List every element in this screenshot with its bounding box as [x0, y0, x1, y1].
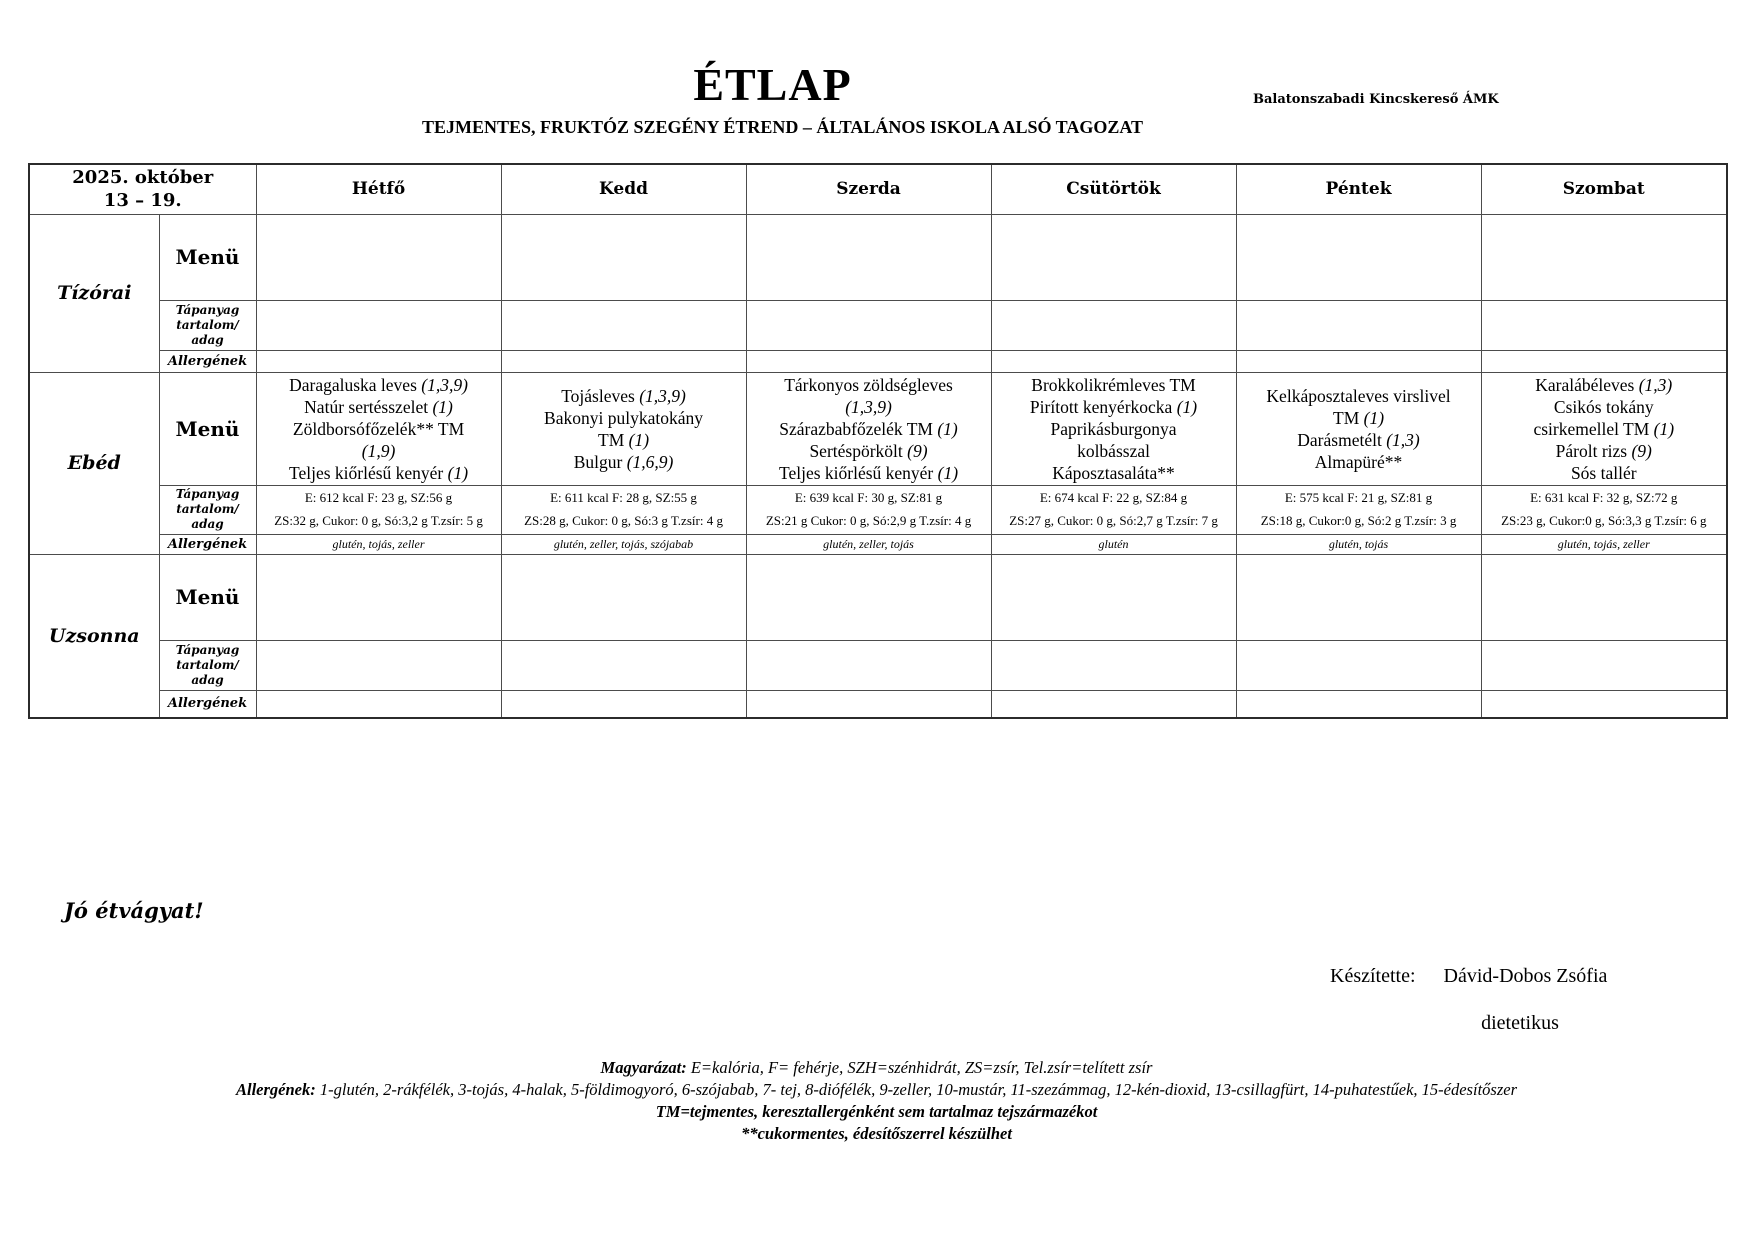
tizorai-nutrition-thursday	[991, 300, 1236, 350]
ebed-menu-wednesday: Tárkonyos zöldségleves (1,3,9) Szárazbabfőzelék TM (1) Sertéspörkölt (9) Teljes kiőrlésű kenyér (1)	[746, 372, 991, 485]
day-header-saturday: Szombat	[1481, 164, 1727, 214]
ebed-allergens-saturday: glutén, tojás, zeller	[1481, 534, 1727, 554]
ebed-allergens-tuesday: glutén, zeller, tojás, szójabab	[501, 534, 746, 554]
organization-name: Balatonszabadi Kincskereső ÁMK	[1253, 92, 1499, 107]
tizorai-nutrition-wednesday	[746, 300, 991, 350]
ebed-allergens-wednesday: glutén, zeller, tojás	[746, 534, 991, 554]
prepared-by-line	[1330, 965, 1607, 988]
uzsonna-nutrition-tuesday	[501, 640, 746, 690]
ebed-nutrition-row	[29, 486, 1727, 535]
uzsonna-menu-label: Menü	[159, 554, 256, 640]
ebed-allergens-label: Allergének	[159, 534, 256, 554]
tizorai-nutrition-saturday	[1481, 300, 1727, 350]
tizorai-menu-monday	[256, 214, 501, 300]
date-range-cell: 2025. október 13 – 19.	[29, 164, 256, 214]
ebed-nutrition-monday: E: 612 kcal F: 23 g, SZ:56 g ZS:32 g, Cukor: 0 g, Só:3,2 g T.zsír: 5 g	[256, 486, 501, 535]
ebed-nutrition-wednesday: E: 639 kcal F: 30 g, SZ:81 g ZS:21 g Cukor: 0 g, Só:2,9 g T.zsír: 4 g	[746, 486, 991, 535]
ebed-menu-tuesday: Tojásleves (1,3,9) Bakonyi pulykatokány TM (1) Bulgur (1,6,9)	[501, 372, 746, 485]
prepared-by-label: Készítette:	[1330, 965, 1416, 987]
uzsonna-allergens-monday	[256, 690, 501, 718]
tizorai-allergens-label: Allergének	[159, 350, 256, 372]
day-header-tuesday: Kedd	[501, 164, 746, 214]
ebed-nutrition-label: Tápanyag tartalom/ adag	[159, 486, 256, 535]
prepared-by-name: Dávid-Dobos Zsófia	[1443, 965, 1608, 987]
tizorai-menu-tuesday	[501, 214, 746, 300]
ebed-menu-thursday: Brokkolikrémleves TM Pirított kenyérkocka (1) Paprikásburgonya kolbásszal Káposztasaláta**	[991, 372, 1236, 485]
uzsonna-nutrition-wednesday	[746, 640, 991, 690]
legend-allergens-text: 1-glutén, 2-rákfélék, 3-tojás, 4-halak, 5-földimogyoró, 6-szójabab, 7- tej, 8-diófélék, 9-zeller, 10-mustár, 11-szezámmag, 12-kén-dioxid, 13-csillagfürt, 14-puhatestűek, 15-édesítőszer	[319, 1080, 1517, 1099]
legend-tm-note: TM=tejmentes, keresztallergénként sem tartalmaz tejszármazékot	[655, 1102, 1098, 1121]
tizorai-allergens-tuesday	[501, 350, 746, 372]
uzsonna-menu-thursday	[991, 554, 1236, 640]
weekly-menu-table	[28, 163, 1728, 719]
tizorai-menu-wednesday	[746, 214, 991, 300]
uzsonna-menu-monday	[256, 554, 501, 640]
section-label-uzsonna: Uzsonna	[29, 554, 159, 718]
day-header-thursday: Csütörtök	[991, 164, 1236, 214]
uzsonna-menu-wednesday	[746, 554, 991, 640]
ebed-allergens-row	[29, 534, 1727, 554]
ebed-allergens-thursday: glutén	[991, 534, 1236, 554]
uzsonna-allergens-row	[29, 690, 1727, 718]
uzsonna-menu-friday	[1236, 554, 1481, 640]
legend-explanation-text: E=kalória, F= fehérje, SZH=szénhidrát, ZS=zsír, Tel.zsír=telített zsír	[690, 1058, 1153, 1077]
ebed-allergens-monday: glutén, tojás, zeller	[256, 534, 501, 554]
uzsonna-nutrition-saturday	[1481, 640, 1727, 690]
uzsonna-menu-row	[29, 554, 1727, 640]
uzsonna-allergens-tuesday	[501, 690, 746, 718]
tizorai-nutrition-row	[29, 300, 1727, 350]
uzsonna-allergens-saturday	[1481, 690, 1727, 718]
section-label-ebed: Ebéd	[29, 372, 159, 554]
uzsonna-nutrition-label: Tápanyag tartalom/ adag	[159, 640, 256, 690]
legend-allergens-label: Allergének:	[236, 1080, 316, 1099]
tizorai-menu-saturday	[1481, 214, 1727, 300]
tizorai-menu-friday	[1236, 214, 1481, 300]
tizorai-nutrition-tuesday	[501, 300, 746, 350]
uzsonna-menu-tuesday	[501, 554, 746, 640]
tizorai-allergens-monday	[256, 350, 501, 372]
tizorai-menu-label: Menü	[159, 214, 256, 300]
prepared-by-title: dietetikus	[1481, 1012, 1559, 1034]
diet-subtitle: TEJMENTES, FRUKTÓZ SZEGÉNY ÉTREND – ÁLTALÁNOS ISKOLA ALSÓ TAGOZAT	[421, 117, 1144, 137]
ebed-allergens-friday: glutén, tojás	[1236, 534, 1481, 554]
uzsonna-allergens-label: Allergének	[159, 690, 256, 718]
ebed-menu-monday: Daragaluska leves (1,3,9) Natúr sertésszelet (1) Zöldborsófőzelék** TM (1,9) Teljes kiőrlésű kenyér (1)	[256, 372, 501, 485]
tizorai-allergens-thursday	[991, 350, 1236, 372]
uzsonna-nutrition-monday	[256, 640, 501, 690]
uzsonna-nutrition-row	[29, 640, 1727, 690]
tizorai-allergens-row	[29, 350, 1727, 372]
ebed-menu-label: Menü	[159, 372, 256, 485]
legend-block	[0, 1057, 1753, 1145]
table-header-row	[29, 164, 1727, 214]
ebed-nutrition-friday: E: 575 kcal F: 21 g, SZ:81 g ZS:18 g, Cukor:0 g, Só:2 g T.zsír: 3 g	[1236, 486, 1481, 535]
uzsonna-nutrition-thursday	[991, 640, 1236, 690]
tizorai-allergens-friday	[1236, 350, 1481, 372]
tizorai-menu-row	[29, 214, 1727, 300]
ebed-menu-row	[29, 372, 1727, 485]
uzsonna-allergens-thursday	[991, 690, 1236, 718]
tizorai-nutrition-label: Tápanyag tartalom/ adag	[159, 300, 256, 350]
ebed-menu-saturday: Karalábéleves (1,3) Csikós tokány csirkemellel TM (1) Párolt rizs (9) Sós tallér	[1481, 372, 1727, 485]
uzsonna-menu-saturday	[1481, 554, 1727, 640]
section-label-tizorai: Tízórai	[29, 214, 159, 372]
day-header-monday: Hétfő	[256, 164, 501, 214]
day-header-friday: Péntek	[1236, 164, 1481, 214]
tizorai-menu-thursday	[991, 214, 1236, 300]
legend-sugar-note: **cukormentes, édesítőszerrel készülhet	[741, 1124, 1012, 1143]
ebed-nutrition-tuesday: E: 611 kcal F: 28 g, SZ:55 g ZS:28 g, Cukor: 0 g, Só:3 g T.zsír: 4 g	[501, 486, 746, 535]
bon-appetit-text: Jó étvágyat!	[64, 898, 204, 923]
tizorai-nutrition-monday	[256, 300, 501, 350]
legend-explanation-label: Magyarázat:	[600, 1058, 687, 1077]
ebed-menu-friday: Kelkáposztaleves virslivel TM (1) Darásmetélt (1,3) Almapüré**	[1236, 372, 1481, 485]
day-header-wednesday: Szerda	[746, 164, 991, 214]
page-title: ÉTLAP	[693, 59, 852, 110]
legend-explanation-line	[87, 1057, 1667, 1079]
ebed-nutrition-saturday: E: 631 kcal F: 32 g, SZ:72 g ZS:23 g, Cukor:0 g, Só:3,3 g T.zsír: 6 g	[1481, 486, 1727, 535]
uzsonna-allergens-friday	[1236, 690, 1481, 718]
uzsonna-nutrition-friday	[1236, 640, 1481, 690]
ebed-nutrition-thursday: E: 674 kcal F: 22 g, SZ:84 g ZS:27 g, Cukor: 0 g, Só:2,7 g T.zsír: 7 g	[991, 486, 1236, 535]
tizorai-nutrition-friday	[1236, 300, 1481, 350]
tizorai-allergens-wednesday	[746, 350, 991, 372]
legend-allergens-line	[87, 1079, 1667, 1101]
tizorai-allergens-saturday	[1481, 350, 1727, 372]
uzsonna-allergens-wednesday	[746, 690, 991, 718]
